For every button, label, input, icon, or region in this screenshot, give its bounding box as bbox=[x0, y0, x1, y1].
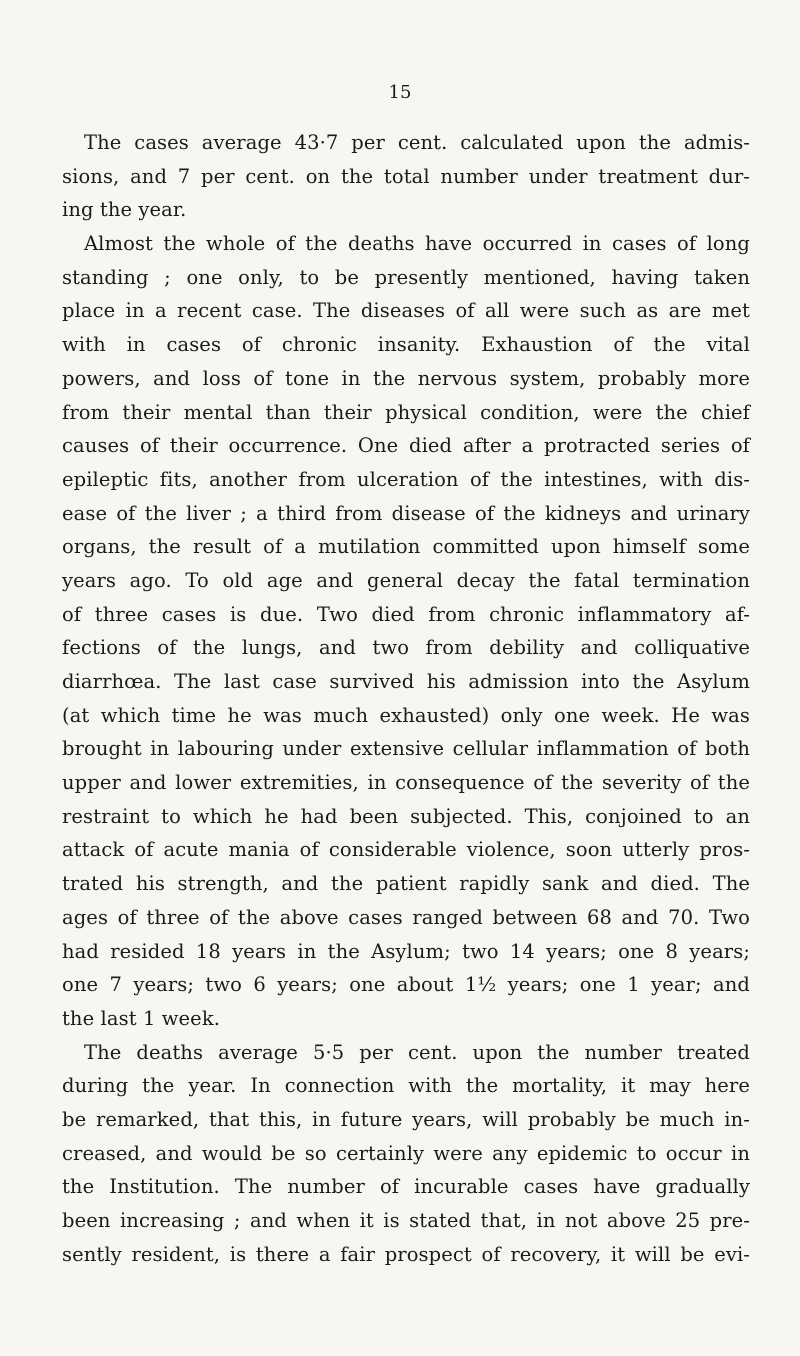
text-line: The deaths average 5·5 per cent. upon the number treated bbox=[84, 1040, 750, 1064]
text-line: upper and lower extremities, in consequence of the severity of the bbox=[62, 771, 750, 795]
text-line: powers, and loss of tone in the nervous system, probably more bbox=[62, 366, 750, 390]
page-number: 15 bbox=[388, 82, 412, 103]
paragraph-2 bbox=[62, 227, 750, 1036]
text-line: during the year. In connection with the mortality, it may here bbox=[62, 1074, 750, 1098]
text-line: been increasing ; and when it is stated that, in not above 25 pre- bbox=[62, 1209, 750, 1232]
text-line: of three cases is due. Two died from chronic inflammatory af- bbox=[62, 602, 750, 626]
text-line: be remarked, that this, in future years, will probably be much in- bbox=[62, 1107, 750, 1131]
text-line: the last 1 week. bbox=[62, 1006, 221, 1030]
text-line: brought in labouring under extensive cellular inflammation of both bbox=[62, 737, 750, 761]
text-line: with in cases of chronic insanity. Exhaustion of the vital bbox=[62, 333, 750, 357]
text-line: ing the year. bbox=[62, 198, 187, 222]
text-line: ages of three of the above cases ranged between 68 and 70. Two bbox=[62, 905, 750, 929]
paragraph-1 bbox=[62, 126, 750, 227]
text-line: Almost the whole of the deaths have occurred in cases of long bbox=[84, 232, 750, 256]
text-line: place in a recent case. The diseases of all were such as are met bbox=[62, 299, 750, 323]
text-line: sions, and 7 per cent. on the total number under treatment dur- bbox=[62, 164, 750, 188]
text-line: creased, and would be so certainly were any epidemic to occur in bbox=[62, 1141, 750, 1165]
text-line: causes of their occurrence. One died after a protracted series of bbox=[62, 434, 750, 458]
text-line: The cases average 43·7 per cent. calculated upon the admis- bbox=[84, 131, 750, 154]
text-line: sently resident, is there a fair prospect of recovery, it will be evi- bbox=[62, 1242, 750, 1266]
text-line: one 7 years; two 6 years; one about 1½ years; one 1 year; and bbox=[62, 973, 750, 997]
text-line: the Institution. The number of incurable cases have gradually bbox=[62, 1175, 750, 1199]
text-line: ease of the liver ; a third from disease of the kidneys and urinary bbox=[62, 501, 750, 525]
text-line: years ago. To old age and general decay the fatal termination bbox=[62, 568, 750, 592]
text-line: standing ; one only, to be presently mentioned, having taken bbox=[62, 265, 750, 289]
text-line: attack of acute mania of considerable violence, soon utterly pros- bbox=[62, 838, 750, 862]
text-line: epileptic fits, another from ulceration of the intestines, with dis- bbox=[62, 467, 750, 491]
text-line: organs, the result of a mutilation committed upon himself some bbox=[62, 535, 750, 559]
text-line: diarrhœa. The last case survived his admission into the Asylum bbox=[62, 670, 750, 693]
body-text bbox=[62, 126, 750, 1271]
text-line: from their mental than their physical condition, were the chief bbox=[62, 400, 750, 424]
text-line: fections of the lungs, and two from debility and colliquative bbox=[62, 636, 750, 660]
paragraph-3 bbox=[62, 1036, 750, 1272]
text-line: trated his strength, and the patient rapidly sank and died. The bbox=[62, 872, 750, 896]
text-line: restraint to which he had been subjected. This, conjoined to an bbox=[62, 804, 750, 828]
text-line: had resided 18 years in the Asylum; two 14 years; one 8 years; bbox=[62, 939, 750, 963]
text-line: (at which time he was much exhausted) only one week. He was bbox=[62, 703, 750, 727]
